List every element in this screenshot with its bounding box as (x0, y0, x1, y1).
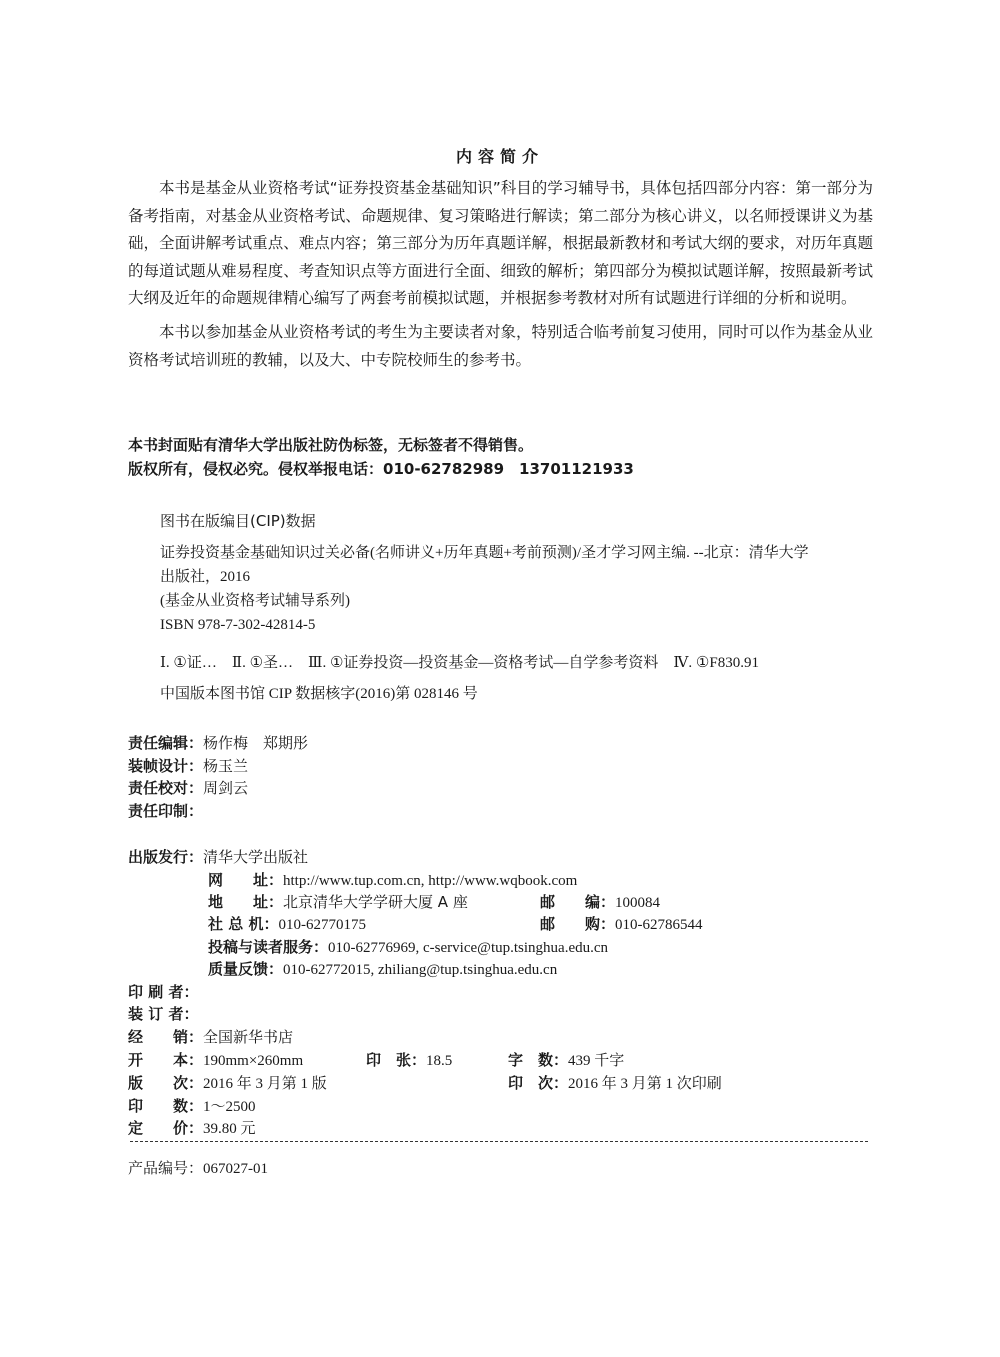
copies-row (128, 1095, 256, 1116)
feedback-value: 010-62772015, zhiliang@tup.tsinghua.edu.cn (283, 962, 558, 978)
format-value: 190mm×260mm (203, 1053, 304, 1069)
proofreader-row (128, 777, 308, 800)
distributor-label: 经 销： (128, 1028, 204, 1046)
sheets-row (366, 1049, 452, 1070)
mailorder-value: 010-62786544 (615, 917, 703, 933)
summary-title: 内容简介 (455, 147, 544, 166)
copies-label: 印 数： (128, 1097, 204, 1115)
words-label: 字 数： (508, 1051, 569, 1069)
summary-paragraph-1: 本书是基金从业资格考试“证券投资基金基础知识”科目的学习辅导书，具体包括四部分内容：第一部分为备考指南，对基金从业资格考试、命题规律、复习策略进行解读；第二部分为核心讲义，以名师授课讲义为基础，全面讲解考试重点、难点内容；第三部分为历年真题详解，根据最新教材和考试大纲的要求，对历年真题的每道试题从难易程度、考查知识点等方面进行全面、细致的解析；第四部分为模拟试题详解，按照最新考试大纲及近年的命题规律精心编写了两套考前模拟试题，并根据参考教材对所有试题进行详细的分析和说明。 (128, 179, 873, 308)
impression-row (508, 1072, 722, 1093)
impression-value: 2016 年 3 月第 1 次印刷 (568, 1076, 722, 1092)
cip-isbn: ISBN 978-7-302-42814-5 (160, 617, 316, 633)
format-row (128, 1049, 303, 1070)
designer-label: 装帧设计： (128, 756, 204, 775)
binder-label: 装 订 者： (128, 1005, 199, 1023)
words-row (508, 1049, 624, 1070)
printing-manager-row (128, 800, 308, 823)
product-code-label: 产品编号： (128, 1159, 204, 1177)
postcode-label: 邮 编： (540, 893, 616, 911)
address-value: 北京清华大学学研大厦 A 座 (283, 893, 468, 911)
website-label: 网 址： (208, 871, 284, 889)
format-label: 开 本： (128, 1051, 204, 1069)
mailorder-label: 邮 购： (540, 915, 616, 933)
switchboard-label: 社 总 机： (208, 915, 279, 933)
distributor-row (128, 1026, 293, 1047)
edition-value: 2016 年 3 月第 1 版 (203, 1076, 327, 1092)
cip-record (160, 541, 809, 637)
price-row (128, 1117, 256, 1138)
switchboard-value: 010-62770175 (278, 917, 366, 933)
copies-value: 1～2500 (203, 1099, 256, 1115)
printer-row (128, 981, 198, 1002)
proofreader-value: 周剑云 (203, 779, 249, 797)
submission-value: 010-62776969, c-service@tup.tsinghua.edu.cn (328, 940, 609, 956)
feedback-label: 质量反馈： (208, 960, 284, 978)
designer-value: 杨玉兰 (203, 756, 249, 775)
submission-row (208, 936, 608, 957)
edition-label: 版 次： (128, 1074, 204, 1092)
cip-line-1: 证券投资基金基础知识过关必备(名师讲义+历年真题+考前预测)/圣才学习网主编. --北京：清华大学 (160, 545, 809, 561)
edition-row (128, 1072, 327, 1093)
summary-body (128, 175, 873, 380)
address-label: 地 址： (208, 893, 284, 911)
submission-label: 投稿与读者服务： (208, 938, 329, 956)
switchboard-row (208, 913, 366, 934)
cip-verification: 中国版本图书馆 CIP 数据核字(2016)第 028146 号 (160, 686, 478, 702)
designer-row (128, 755, 308, 778)
distributor-value: 全国新华书店 (203, 1028, 294, 1046)
words-value: 439 千字 (568, 1053, 625, 1069)
sheets-label: 印 张： (366, 1051, 427, 1069)
price-label: 定 价： (128, 1119, 204, 1137)
publisher-name: 清华大学出版社 (203, 848, 309, 866)
copyright-notice (128, 434, 634, 481)
staff-credits (128, 732, 308, 822)
summary-paragraph-2: 本书以参加基金从业资格考试的考生为主要读者对象，特别适合临考前复习使用，同时可以作为基金从业资格考试培训班的教辅，以及大、中专院校师生的参考书。 (128, 322, 873, 369)
proofreader-label: 责任校对： (128, 779, 204, 797)
cip-line-2: 出版社，2016 (160, 569, 251, 585)
divider-rule (130, 1141, 868, 1142)
anti-counterfeit-notice: 本书封面贴有清华大学出版社防伪标签，无标签者不得销售。 (128, 436, 534, 454)
publisher-row (128, 846, 308, 867)
product-code-value: 067027-01 (203, 1161, 269, 1177)
address-row (208, 891, 468, 912)
mailorder-row (540, 913, 703, 934)
binder-row (128, 1003, 198, 1024)
printer-label: 印 刷 者： (128, 983, 199, 1001)
cip-title: 图书在版编目(CIP)数据 (160, 512, 316, 530)
feedback-row (208, 958, 557, 979)
impression-label: 印 次： (508, 1074, 569, 1092)
printing-manager-label: 责任印制： (128, 801, 204, 820)
cip-classification: Ⅰ. ①证… Ⅱ. ①圣… Ⅲ. ①证券投资—投资基金—资格考试—自学参考资料 Ⅳ. ①F830.91 (160, 655, 759, 671)
postcode-value: 100084 (615, 895, 661, 911)
website-row (208, 869, 577, 890)
cip-series: (基金从业资格考试辅导系列) (160, 593, 350, 609)
editor-value: 杨作梅 郑期彤 (203, 734, 309, 752)
editor-label: 责任编辑： (128, 734, 204, 752)
editor-row (128, 732, 308, 755)
website-value: http://www.tup.com.cn, http://www.wqbook.com (283, 873, 578, 889)
product-code-row (128, 1157, 268, 1178)
publisher-label: 出版发行： (128, 848, 204, 866)
price-value: 39.80 元 (203, 1121, 256, 1137)
sheets-value: 18.5 (426, 1053, 453, 1069)
piracy-report-notice: 版权所有，侵权必究。侵权举报电话：010-62782989 13701121933 (128, 459, 634, 478)
postcode-row (540, 891, 660, 912)
